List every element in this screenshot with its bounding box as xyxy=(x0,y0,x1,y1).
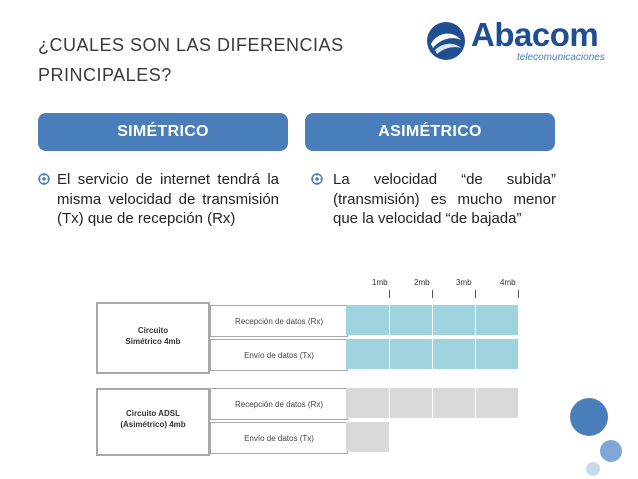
row-label-rx: Recepción de datos (Rx) xyxy=(210,388,348,420)
row-label-tx: Envío de datos (Tx) xyxy=(210,339,348,371)
row-label-rx: Recepción de datos (Rx) xyxy=(210,305,348,337)
bar-divider xyxy=(432,339,433,369)
bar-divider xyxy=(389,339,390,369)
scale-tick xyxy=(389,290,390,298)
decorative-circle xyxy=(570,398,608,436)
title-line-1: ¿CUALES SON LAS DIFERENCIAS xyxy=(38,35,344,55)
logo-name: Abacom xyxy=(471,16,599,53)
bar-divider xyxy=(475,305,476,335)
abacom-swirl-icon xyxy=(425,20,467,62)
circuit-label-line: Circuito ADSL xyxy=(126,409,180,418)
row-label-tx: Envío de datos (Tx) xyxy=(210,422,348,454)
bar-divider xyxy=(389,305,390,335)
bar-divider xyxy=(432,388,433,418)
title-line-2: PRINCIPALES? xyxy=(38,65,172,85)
scale-tick xyxy=(432,290,433,298)
decorative-circle xyxy=(586,462,600,476)
abacom-logo xyxy=(425,14,625,66)
scale-label-4mb: 4mb xyxy=(500,278,516,287)
bar-divider xyxy=(475,388,476,418)
bar-divider xyxy=(389,388,390,418)
scale-tick xyxy=(475,290,476,298)
bandwidth-bar xyxy=(346,422,389,452)
bullet-text-simetrico: El servicio de internet tendrá la misma velocidad de transmisión (Tx) que de recepción (Rx) xyxy=(57,171,279,227)
scale-label-3mb: 3mb xyxy=(456,278,472,287)
circuit-adsl-label xyxy=(96,408,210,430)
circuit-simetrico-label xyxy=(96,325,210,347)
circuit-label-line: (Asimétrico) 4mb xyxy=(120,420,186,429)
header-asimetrico: ASIMÉTRICO xyxy=(305,113,555,151)
bar-divider xyxy=(475,339,476,369)
bullet-icon xyxy=(38,173,50,185)
bandwidth-diagram xyxy=(96,274,541,479)
circuit-label-line: Circuito xyxy=(137,326,169,335)
decorative-circle xyxy=(600,440,622,462)
bar-divider xyxy=(432,305,433,335)
scale-label-1mb: 1mb xyxy=(372,278,388,287)
scale-label-2mb: 2mb xyxy=(414,278,430,287)
slide-title xyxy=(38,30,418,90)
scale-tick xyxy=(518,290,519,298)
bullet-icon xyxy=(311,173,323,185)
circuit-label-line: Simétrico 4mb xyxy=(125,337,181,346)
bullet-text-asimetrico: La velocidad “de subida” (transmisión) es mucho menor que la velocidad “de bajada” xyxy=(333,171,556,227)
logo-tagline: telecomunicaciones xyxy=(517,52,605,63)
header-simetrico: SIMÉTRICO xyxy=(38,113,288,151)
